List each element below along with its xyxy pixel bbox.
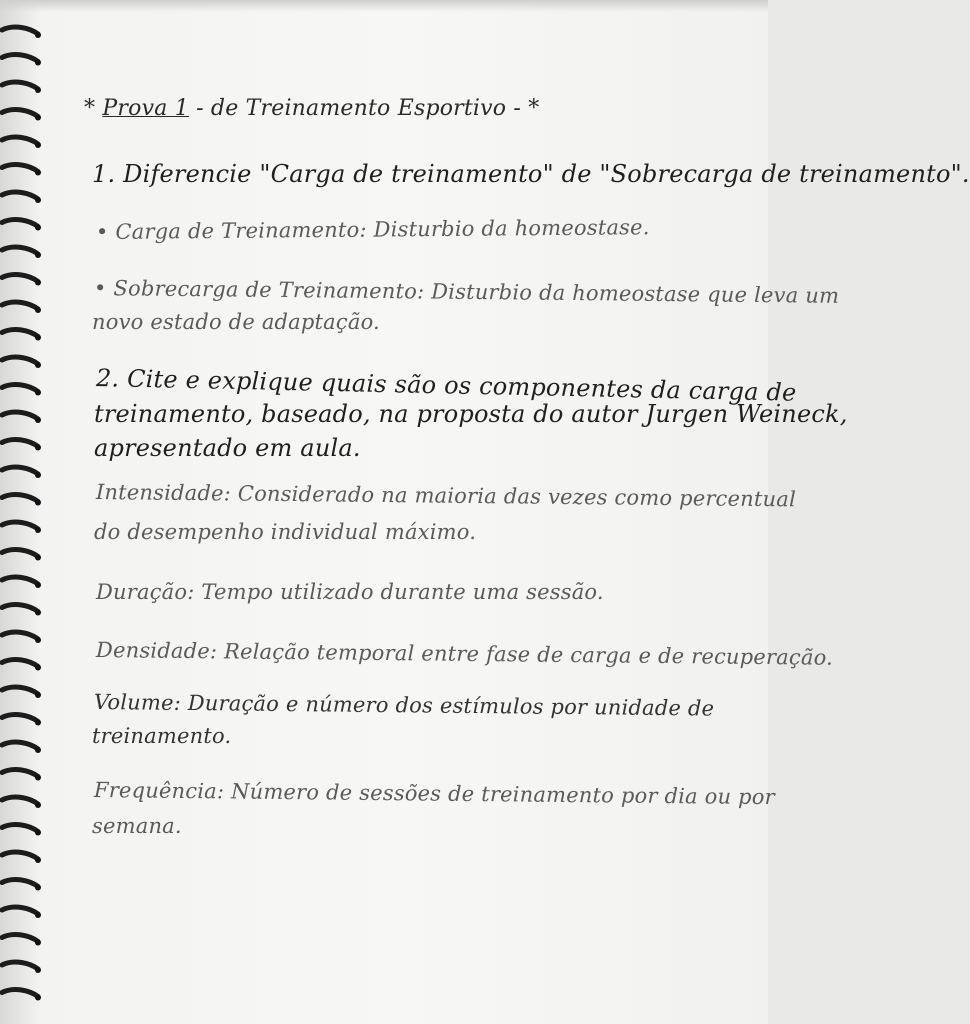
answer-2-densidade: Densidade: Relação temporal entre fase de carga e de recuperação.	[95, 638, 834, 670]
question-1: 1. Diferencie "Carga de treinamento" de "Sobrecarga de treinamento".	[92, 160, 970, 188]
title-star-left: *	[84, 96, 96, 121]
page-title	[84, 96, 539, 121]
answer-1-carga: • Carga de Treinamento: Disturbio da homeostase.	[95, 215, 650, 244]
title-star-right: *	[528, 96, 540, 121]
question-2-line-1: 2. Cite e explique quais são os componentes da carga de	[95, 364, 797, 407]
question-2-line-2: treinamento, baseado, na proposta do autor Jurgen Weineck,	[94, 400, 848, 428]
title-subject: - de Treinamento Esportivo -	[196, 96, 522, 121]
answer-2-frequencia-line-1: Frequência: Número de sessões de treinamento por dia ou por	[93, 778, 775, 810]
answer-2-volume-line-1: Volume: Duração e número dos estímulos por unidade de	[93, 690, 715, 721]
answer-2-intensidade-line-1: Intensidade: Considerado na maioria das vezes como percentual	[95, 480, 797, 512]
question-2-line-3: apresentado em aula.	[94, 434, 361, 462]
answer-2-duracao: Duração: Tempo utilizado durante uma sessão.	[96, 580, 604, 604]
answer-1-sobrecarga-line-1: • Sobrecarga de Treinamento: Disturbio da homeostase que leva um	[93, 276, 840, 308]
title-exam-label: Prova 1	[102, 96, 189, 121]
answer-2-frequencia-line-2: semana.	[92, 814, 182, 838]
answer-2-volume-line-2: treinamento.	[92, 724, 232, 748]
answer-1-sobrecarga-line-2: novo estado de adaptação.	[92, 310, 380, 334]
answer-2-intensidade-line-2: do desempenho individual máximo.	[94, 520, 477, 544]
